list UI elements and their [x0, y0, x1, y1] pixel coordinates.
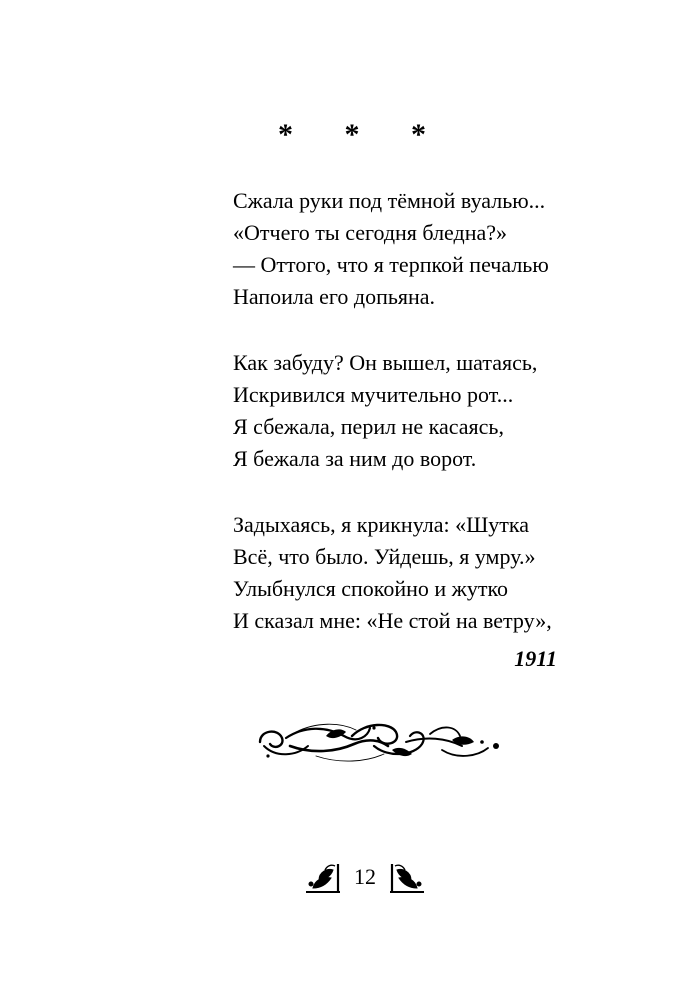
poem-line: И сказал мне: «Не стой на ветру», [233, 608, 552, 633]
page-number: 12 [354, 864, 376, 889]
flourish-vignette-icon [256, 716, 500, 768]
poem-line: Искривился мучительно рот... [233, 382, 514, 407]
asterism: * * * [278, 118, 448, 151]
stanza-3 [233, 509, 633, 637]
poem-line: Улыбнулся спокойно и жутко [233, 576, 509, 601]
poem-line: — Оттого, что я терпкой печалью [233, 252, 549, 277]
poem-line: Я сбежала, перил не касаясь, [233, 414, 504, 439]
poem-line: «Отчего ты сегодня бледна?» [233, 220, 508, 245]
poem-line: Сжала руки под тёмной вуалью... [233, 188, 546, 213]
poem-line: Как забуду? Он вышел, шатаясь, [233, 350, 538, 375]
poem-line: Задыхаясь, я крикнула: «Шутка [233, 512, 530, 537]
stanza-2 [233, 347, 633, 475]
poem-line: Всё, что было. Уйдешь, я умру.» [233, 544, 536, 569]
poem-line: Напоила его допьяна. [233, 284, 436, 309]
stanza-1 [233, 185, 633, 313]
page-folio [305, 858, 425, 898]
poem [233, 185, 633, 671]
folio-ornament-right-icon [389, 858, 425, 898]
poem-line: Я бежала за ним до ворот. [233, 446, 477, 471]
poem-year: 1911 [514, 646, 557, 671]
